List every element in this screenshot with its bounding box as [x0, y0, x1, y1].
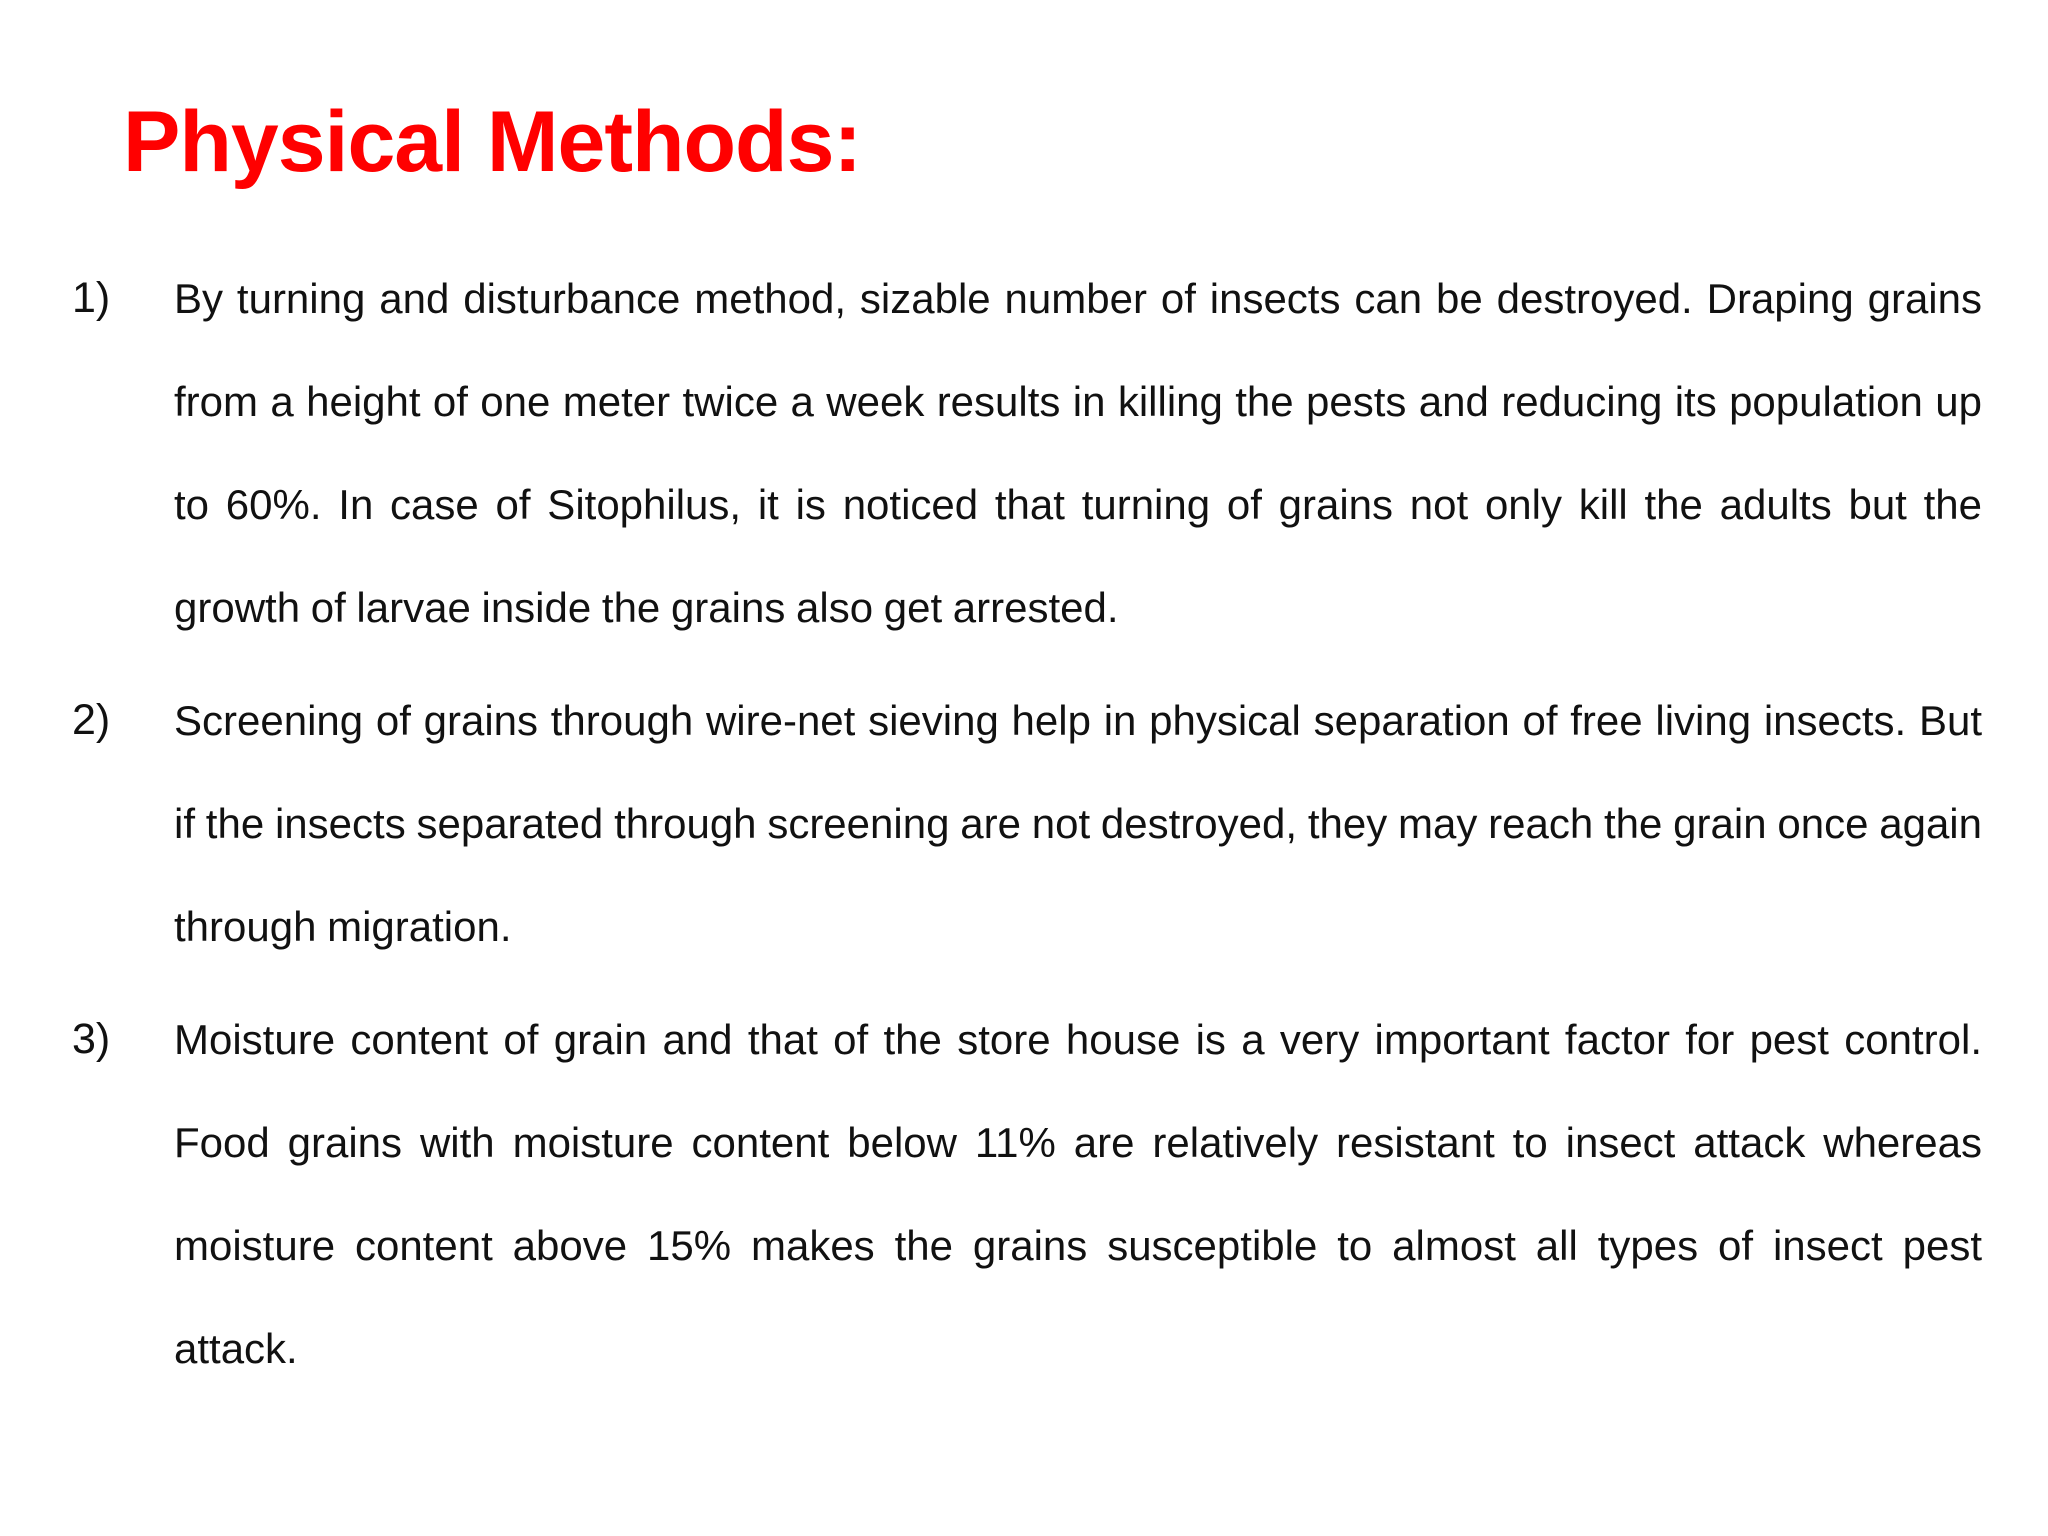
list-item-1 — [72, 247, 1982, 659]
list-item-number: 2) — [72, 696, 111, 744]
list-item-2 — [72, 669, 1982, 978]
list-item-number: 1) — [72, 274, 111, 322]
list-item-text: By turning and disturbance method, sizable number of insects can be destroyed. Draping grains from a height of one meter twice a week results in killing the pests and reducing its population up to 60%. In case of Sitophilus, it is noticed that turning of grains not only kill the adults but the growth of larvae inside the grains also get arrested. — [174, 275, 1982, 631]
list-item-text: Moisture content of grain and that of the store house is a very important factor for pest control. Food grains with moisture content below 11% are relatively resistant to insect attack whereas moisture content above 15% makes the grains susceptible to almost all types of insect pest attack. — [174, 1016, 1982, 1372]
slide-title: Physical Methods: — [123, 94, 862, 190]
list-item-3 — [72, 988, 1982, 1400]
methods-list — [72, 247, 1982, 1410]
list-item-text: Screening of grains through wire-net sieving help in physical separation of free living insects. But if the insects separated through screening are not destroyed, they may reach the grain once again through migration. — [174, 697, 1982, 950]
list-item-number: 3) — [72, 1015, 111, 1063]
